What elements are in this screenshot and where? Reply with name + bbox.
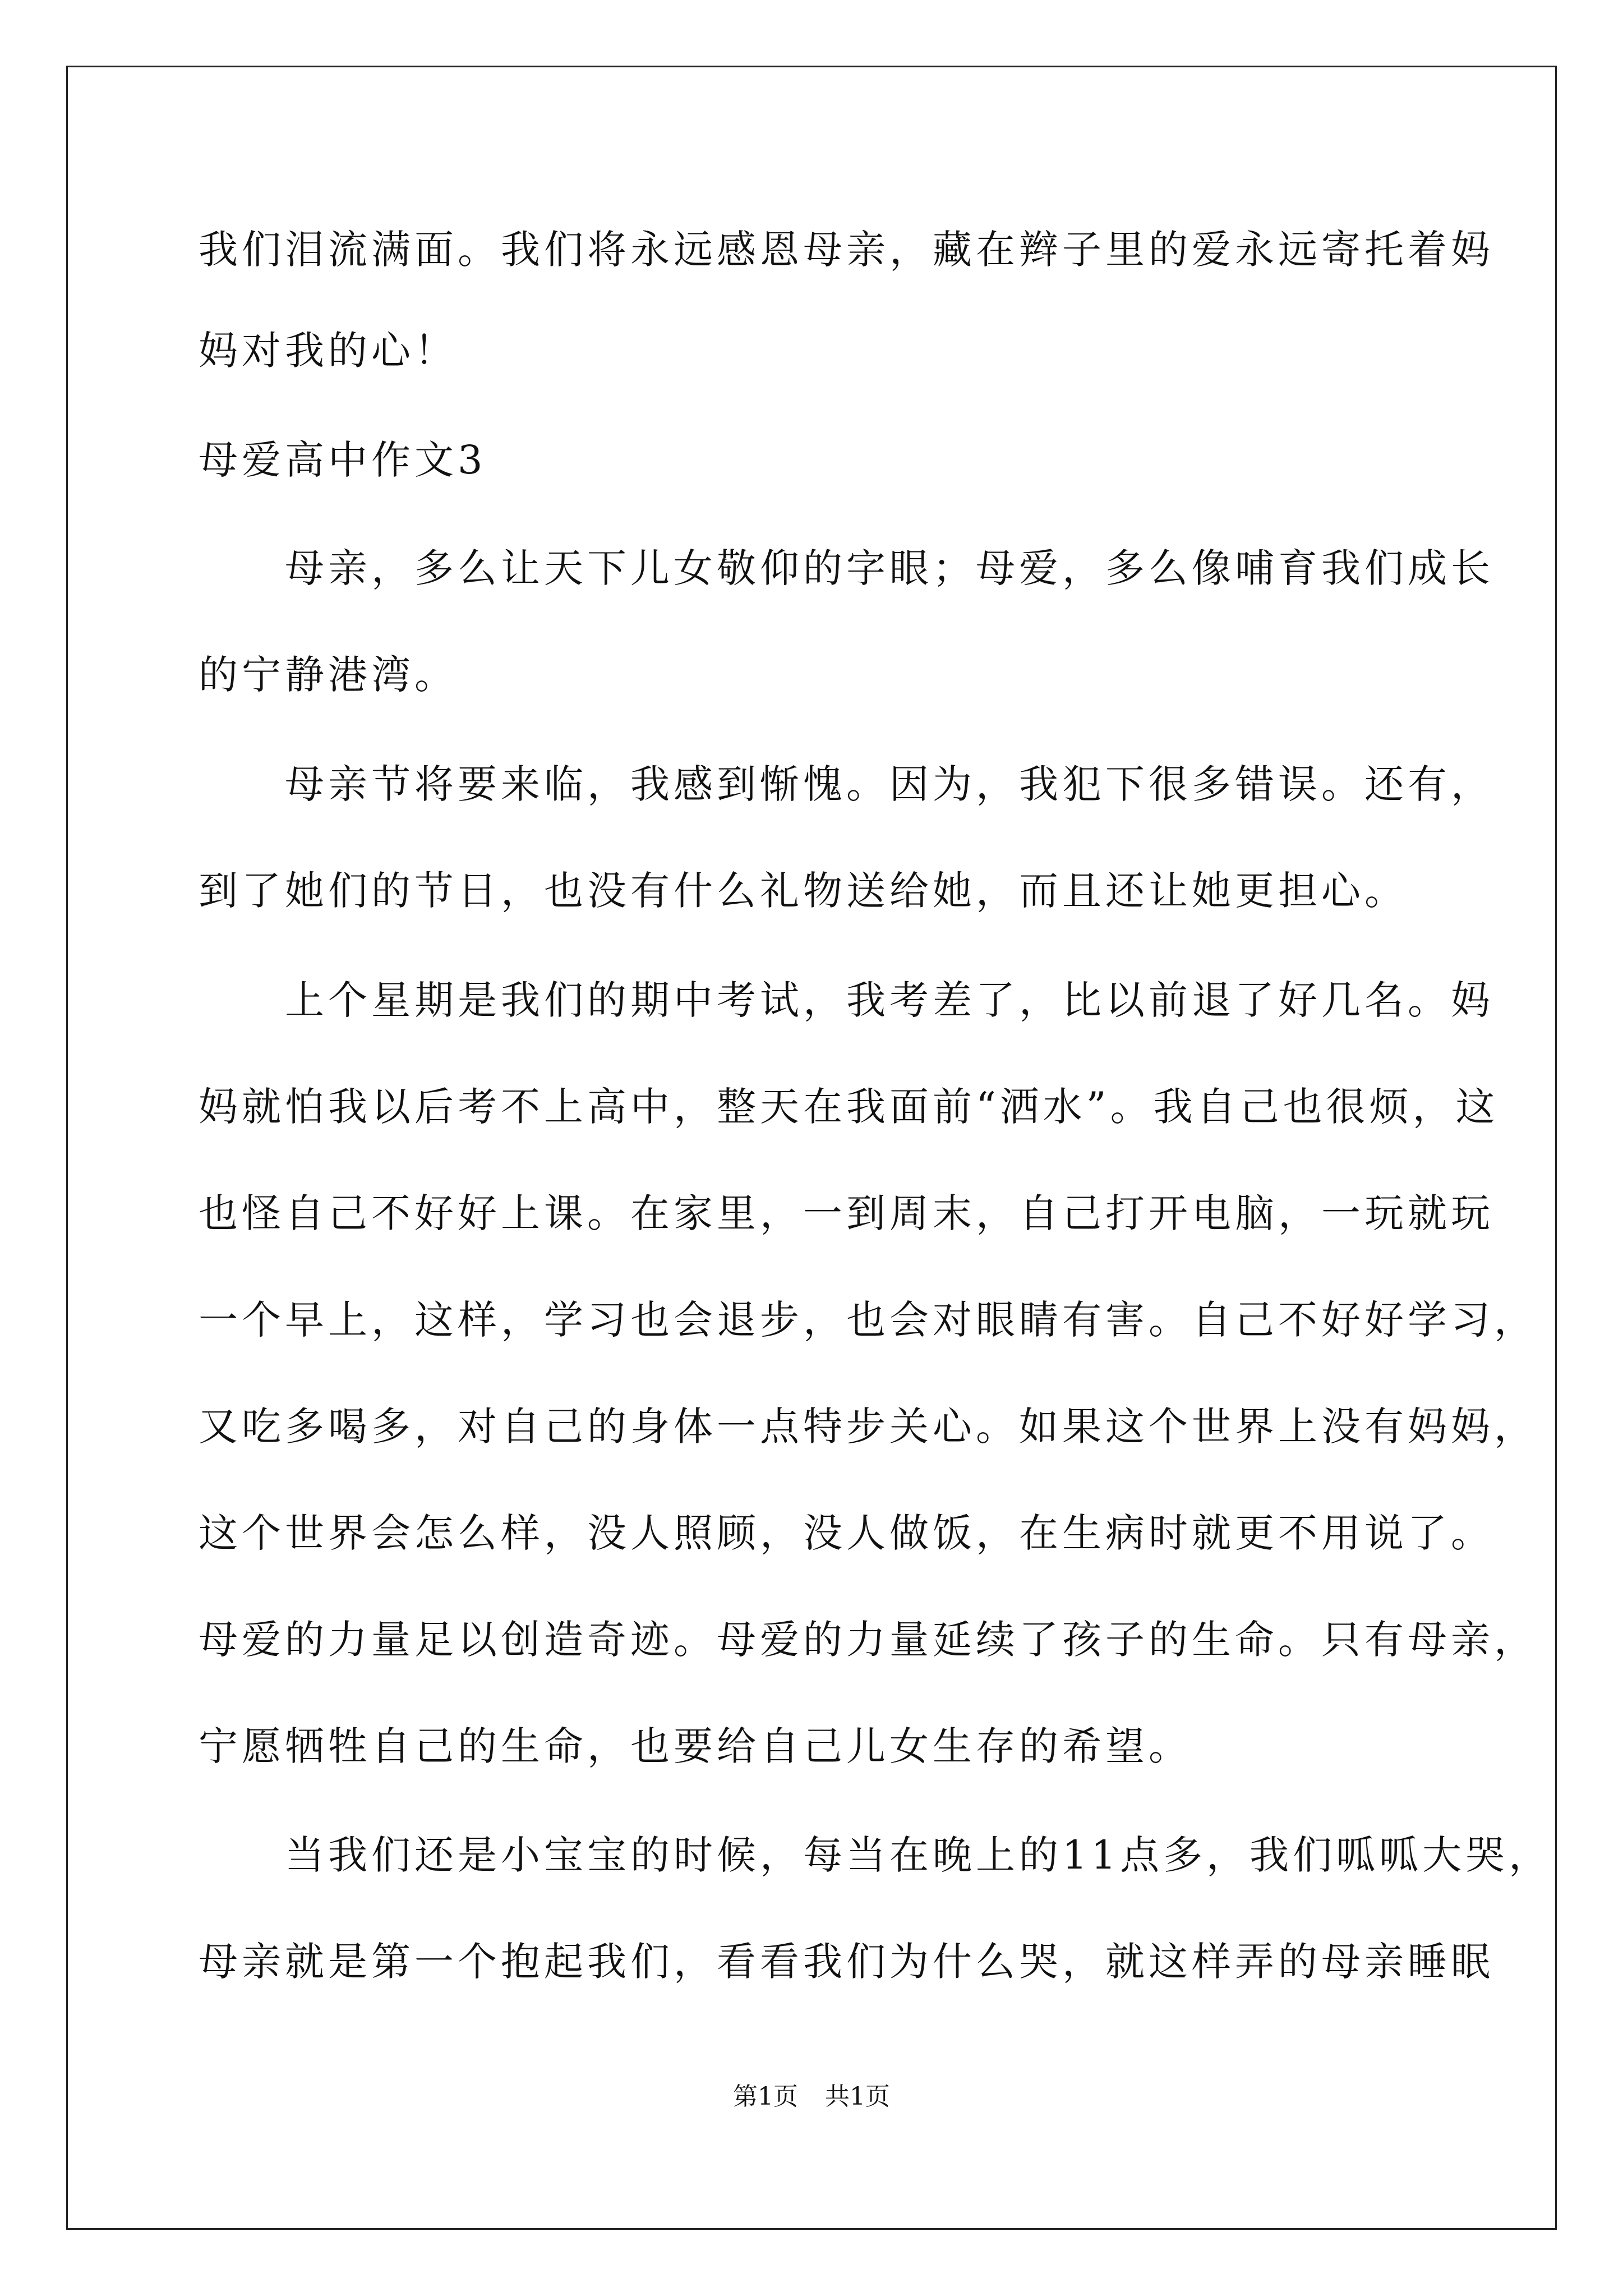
text-line: 母亲节将要来临，我感到惭愧。因为，我犯下很多错误。还有， — [199, 761, 1494, 807]
page-border — [66, 66, 1557, 2230]
text-line: 上个星期是我们的期中考试，我考差了，比以前退了好几名。妈 — [199, 977, 1494, 1023]
text-line: 我们泪流满面。我们将永远感恩母亲，藏在辫子里的爱永远寄托着妈 — [199, 227, 1494, 273]
text-line: 又吃多喝多，对自己的身体一点特步关心。如果这个世界上没有妈妈， — [199, 1404, 1537, 1450]
section-heading: 母爱高中作文3 — [199, 437, 487, 483]
text-line: 母亲，多么让天下儿女敬仰的字眼；母爱，多么像哺育我们成长 — [199, 545, 1494, 591]
text-line: 也怪自己不好好上课。在家里，一到周末，自己打开电脑，一玩就玩 — [199, 1190, 1494, 1236]
text-line: 到了她们的节日，也没有什么礼物送给她，而且还让她更担心。 — [199, 868, 1408, 914]
page-footer — [0, 2080, 1623, 2114]
text-line: 的宁静港湾。 — [199, 652, 458, 698]
text-line: 一个早上，这样，学习也会退步，也会对眼睛有害。自己不好好学习， — [199, 1297, 1537, 1343]
text-line: 母爱的力量足以创造奇迹。母爱的力量延续了孩子的生命。只有母亲， — [199, 1617, 1537, 1663]
page-total: 共1页 — [825, 2082, 890, 2111]
text-line: 宁愿牺牲自己的生命，也要给自己儿女生存的希望。 — [199, 1723, 1192, 1769]
text-line: 这个世界会怎么样，没人照顾，没人做饭，在生病时就更不用说了。 — [199, 1510, 1494, 1556]
text-line: 妈就怕我以后考不上高中，整天在我面前“洒水”。我自己也很烦，这 — [199, 1084, 1499, 1130]
page-number: 第1页 — [733, 2082, 798, 2111]
text-line: 妈对我的心！ — [199, 328, 458, 374]
text-line: 当我们还是小宝宝的时候，每当在晚上的11点多，我们呱呱大哭， — [199, 1832, 1552, 1878]
text-line: 母亲就是第一个抱起我们，看看我们为什么哭，就这样弄的母亲睡眠 — [199, 1939, 1494, 1985]
